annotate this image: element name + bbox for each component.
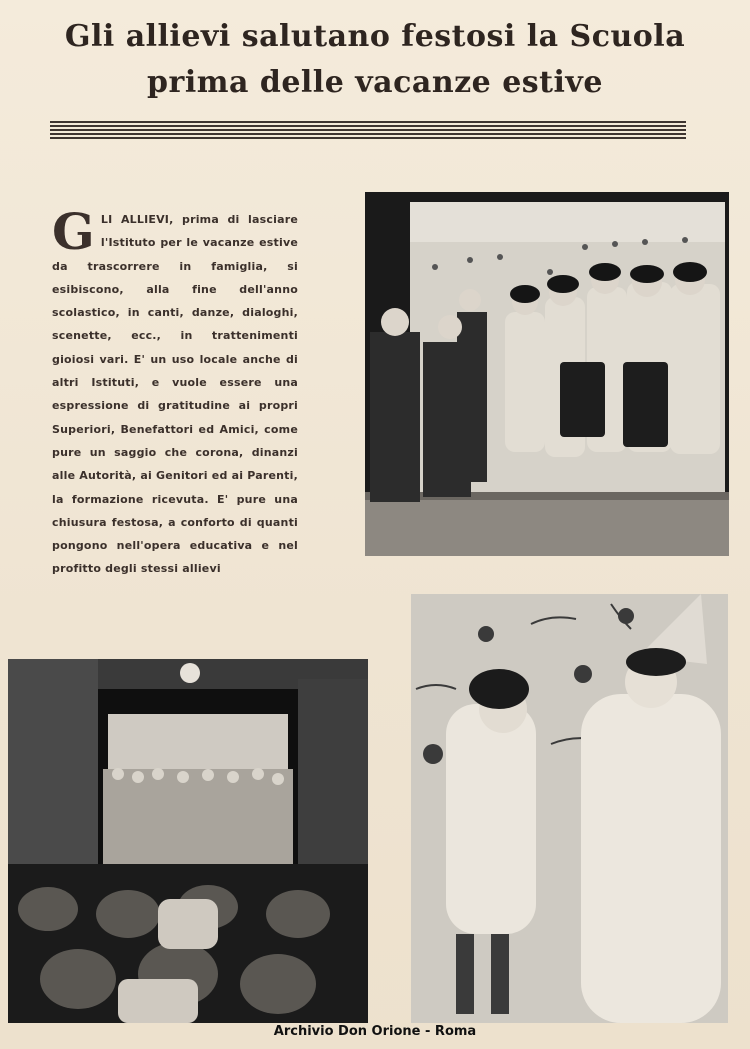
decorative-rule bbox=[50, 121, 686, 141]
article-title bbox=[20, 14, 730, 106]
photo-girls-costume bbox=[411, 594, 728, 1023]
photo-theatre-audience bbox=[8, 659, 368, 1023]
article-paragraph: prima di lasciare l'Istituto per le vacanze estive da trascorrere in famiglia, si esibiscono, alla fine dell'anno scolastico, in canti, danze, dialoghi, scenette, ecc., in trattenimenti gioiosi vari. E' un uso locale anche di altri Istituti, e vuole essere una espressione di gratitudine ai propri Superiori, Benefattori ed Amici, come pure un saggio che corona, dinanzi alle Autorità, ai Genitori ed ai Parenti, la formazione ricevuta. E' pure una chiusura festosa, a conforto di quanti pongono nell'opera educativa e nel profitto degli stessi allievi bbox=[52, 213, 298, 576]
title-line-2: prima delle vacanze estive bbox=[147, 65, 603, 100]
article-lead: LI ALLIEVI, bbox=[100, 213, 174, 226]
drop-cap: G bbox=[52, 202, 95, 261]
archive-caption: Archivio Don Orione - Roma bbox=[273, 1024, 477, 1039]
article-body bbox=[52, 202, 298, 581]
title-line-1: Gli allievi salutano festosi la Scuola bbox=[64, 19, 686, 54]
photo-children-choir bbox=[365, 192, 729, 556]
